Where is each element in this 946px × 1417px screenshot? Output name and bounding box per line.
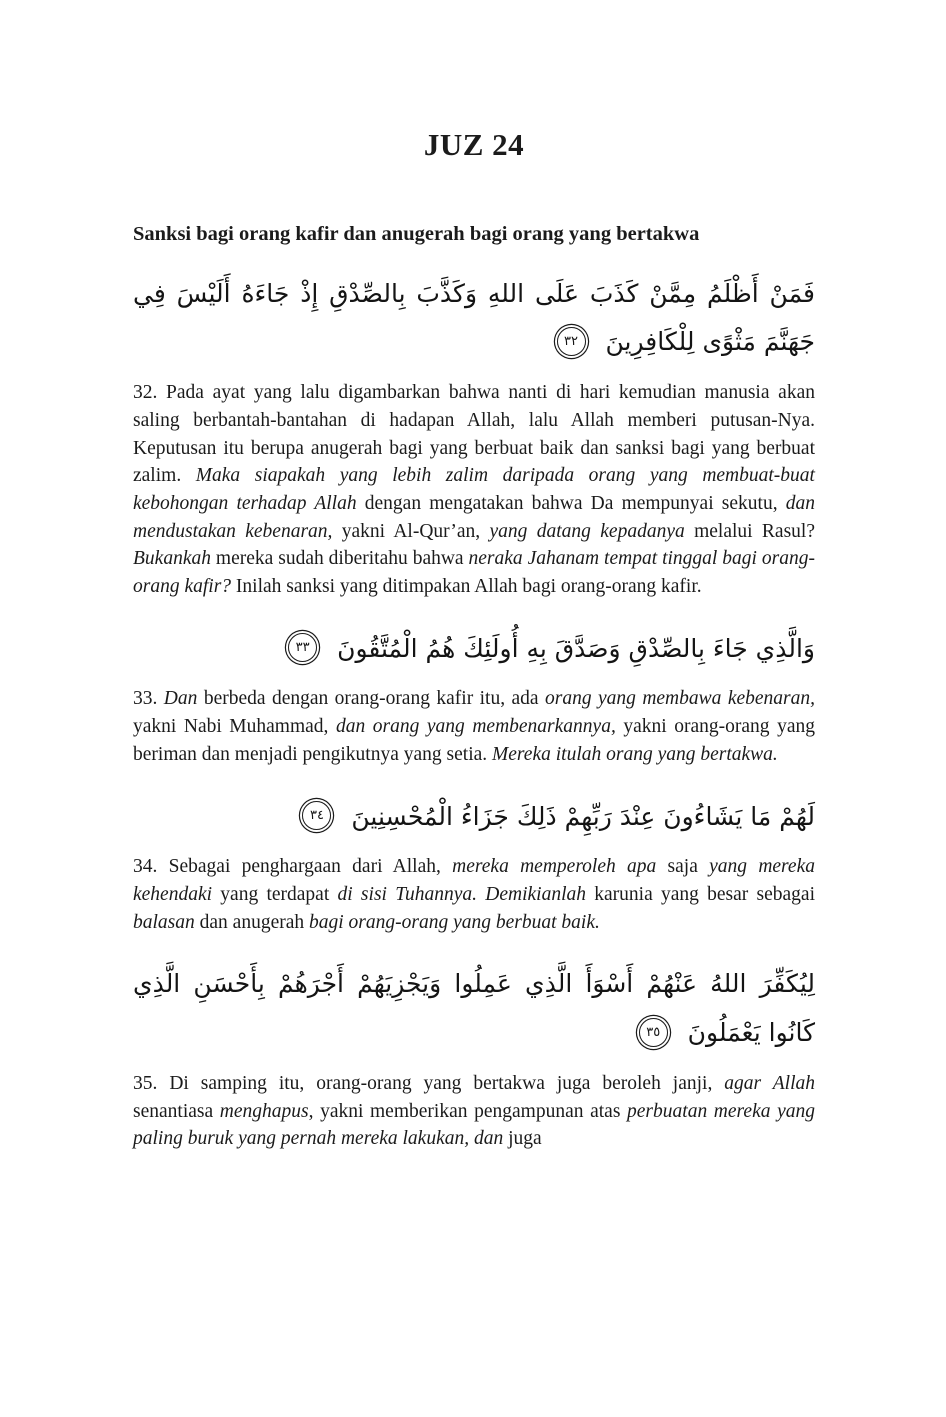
verses-container bbox=[133, 270, 815, 1153]
commentary-quoted-segment: agar Allah bbox=[724, 1072, 815, 1094]
verse-commentary-text bbox=[133, 853, 815, 936]
commentary-text-segment: 35. Di samping itu, orang-orang yang bertakwa juga beroleh janji, bbox=[133, 1072, 725, 1094]
verse-block bbox=[133, 793, 815, 937]
verse-block bbox=[133, 270, 815, 601]
arabic-verse-text bbox=[133, 270, 815, 368]
commentary-quoted-segment: perbuatan mereka yang paling buruk yang pernah mereka lakukan, dan bbox=[133, 1100, 815, 1150]
commentary-text-segment: juga bbox=[508, 1128, 542, 1150]
arabic-verse-words: لِيُكَفِّرَ اللهُ عَنْهُمْ أَسْوَأَ الَّذِي عَمِلُوا وَيَجْزِيَهُمْ أَجْرَهُمْ بِأَحْسَنِ الَّذِي كَانُوا يَعْمَلُونَ bbox=[133, 969, 815, 1048]
commentary-text-segment: dan anugerah bbox=[199, 911, 310, 933]
ayah-end-ornament-icon bbox=[288, 633, 317, 662]
ayah-end-ornament-icon bbox=[302, 801, 331, 830]
verse-block bbox=[133, 960, 815, 1153]
commentary-quoted-segment: Bukankah bbox=[133, 548, 216, 570]
verse-block bbox=[133, 625, 815, 769]
arabic-verse-text bbox=[133, 625, 815, 674]
commentary-text-segment: senantiasa bbox=[133, 1100, 220, 1122]
commentary-quoted-segment: menghapus bbox=[219, 1100, 309, 1122]
verse-commentary-text bbox=[133, 1070, 815, 1153]
commentary-quoted-segment: yang datang kepadanya bbox=[489, 520, 695, 542]
ayah-number: ٣٢ bbox=[564, 333, 579, 349]
arabic-verse-words: لَهُمْ مَا يَشَاءُونَ عِنْدَ رَبِّهِمْ ذَلِكَ جَزَاءُ الْمُحْسِنِينَ bbox=[343, 801, 815, 831]
juz-title: JUZ 24 bbox=[423, 127, 525, 162]
commentary-text-segment: yang terdapat bbox=[220, 883, 338, 905]
commentary-quoted-segment: Maka siapakah yang lebih zalim daripada orang yang membuat-buat kebohongan terhadap Allah bbox=[133, 465, 815, 514]
commentary-quoted-segment: Dan bbox=[163, 688, 204, 710]
commentary-text-segment: yakni Al-Qur’an, bbox=[341, 520, 490, 542]
commentary-text-segment: 33. bbox=[133, 688, 164, 710]
commentary-text-segment: Inilah sanksi yang ditimpakan Allah bagi orang-orang kafir. bbox=[235, 576, 702, 598]
commentary-text-segment: melalui Rasul? bbox=[694, 520, 815, 542]
arabic-verse-words: وَالَّذِي جَاءَ بِالصِّدْقِ وَصَدَّقَ بِهِ أُولَئِكَ هُمُ الْمُتَّقُونَ bbox=[329, 633, 815, 663]
commentary-text-segment: , yakni memberikan pengampunan atas bbox=[308, 1100, 628, 1122]
commentary-text-segment: saja bbox=[667, 856, 710, 878]
commentary-quoted-segment: dan orang yang membenarkannya, bbox=[335, 716, 624, 738]
arabic-verse-text bbox=[133, 793, 815, 842]
commentary-text-segment: mereka sudah diberitahu bahwa bbox=[215, 548, 469, 570]
commentary-text-segment: dengan mengatakan bahwa Da mempunyai sekutu, bbox=[364, 492, 786, 514]
commentary-text-segment: karunia yang besar sebagai bbox=[594, 883, 815, 905]
commentary-quoted-segment: Mereka itulah orang yang bertakwa. bbox=[492, 743, 778, 765]
commentary-quoted-segment: neraka Jahanam tempat tinggal bagi orang-orang kafir? bbox=[133, 548, 815, 598]
commentary-text-segment: yakni orang-orang yang beriman dan menjadi pengikutnya yang setia. bbox=[133, 716, 815, 765]
commentary-text-segment: berbeda dengan orang-orang kafir itu, ada bbox=[203, 688, 545, 710]
commentary-quoted-segment: di sisi Tuhannya. Demikianlah bbox=[337, 883, 595, 905]
commentary-quoted-segment: mereka memperoleh apa bbox=[452, 856, 668, 878]
section-heading: Sanksi bagi orang kafir dan anugerah bagi orang yang bertakwa bbox=[133, 223, 700, 246]
commentary-quoted-segment: balasan bbox=[133, 911, 200, 933]
verse-commentary-text bbox=[133, 685, 815, 768]
ayah-number: ٣٥ bbox=[646, 1024, 661, 1040]
commentary-quoted-segment: dan mendustakan kebenaran, bbox=[133, 492, 816, 542]
ayah-end-ornament-icon bbox=[639, 1018, 668, 1047]
ayah-number: ٣٤ bbox=[309, 808, 324, 824]
commentary-quoted-segment: bagi orang-orang yang berbuat baik. bbox=[309, 911, 600, 933]
commentary-quoted-segment: yang mereka kehendaki bbox=[133, 856, 815, 905]
commentary-text-segment: 32. Pada ayat yang lalu digambarkan bahwa nanti di hari kemudian manusia akan saling berbantah-bantahan di hadapan Allah, lalu Allah memberi putusan-Nya. Keputusan itu berupa anugerah bagi yang berbuat baik dan sanksi bagi yang berbuat zalim. bbox=[133, 382, 815, 487]
ayah-number: ٣٣ bbox=[295, 640, 310, 656]
commentary-quoted-segment: orang yang membawa kebenaran, bbox=[544, 688, 815, 710]
arabic-verse-words: فَمَنْ أَظْلَمُ مِمَّنْ كَذَبَ عَلَى اللهِ وَكَذَّبَ بِالصِّدْقِ إِذْ جَاءَهُ أَلَيْسَ فِي جَهَنَّمَ مَثْوًى لِلْكَافِرِينَ bbox=[133, 278, 815, 357]
commentary-text-segment: 34. Sebagai penghargaan dari Allah, bbox=[133, 856, 453, 878]
arabic-verse-text bbox=[133, 960, 815, 1058]
commentary-text-segment: yakni Nabi Muhammad, bbox=[133, 716, 336, 738]
ayah-end-ornament-icon bbox=[557, 327, 586, 356]
verse-commentary-text bbox=[133, 379, 815, 601]
